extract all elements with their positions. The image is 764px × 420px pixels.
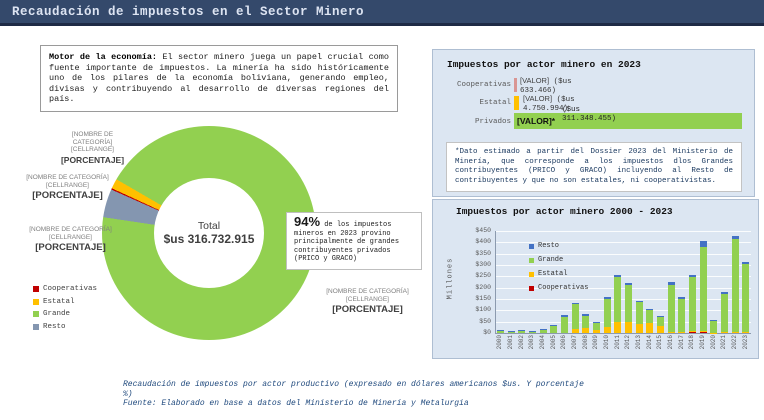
legend-swatch — [529, 258, 534, 263]
y-axis-tick: $250 — [475, 272, 491, 280]
bar-2011-grande — [614, 277, 621, 322]
y-axis-title: Millones — [446, 257, 455, 300]
bar-2010-resto — [604, 297, 611, 299]
x-axis-tick: 2015 — [656, 335, 664, 350]
y-axis-tick: $50 — [479, 317, 491, 325]
donut-ring — [102, 126, 316, 340]
bar-2011-estatal — [614, 322, 621, 333]
x-axis-tick: 2014 — [645, 335, 653, 350]
gridline — [495, 310, 751, 311]
bar-2011-resto — [614, 275, 621, 277]
footnote-box: *Dato estimado a partir del Dossier 2023 del Ministerio de Minería, que corresponde a los impuestos dlos Grandes contribuyentes (PRICO y GRACO) incluyendo al Resto de contribuyentes y que no son estatales, ni cooperativistas. — [446, 142, 742, 192]
legend-item-grande: Grande — [529, 255, 563, 265]
bar-2000-grande — [497, 331, 504, 333]
callout-text: de los impuestos mineros en 2023 provino principalmente de grandes contribuyentes privados (PRICO y GRACO) — [294, 221, 400, 264]
gridline — [495, 231, 751, 232]
bar-2014-grande — [646, 310, 653, 323]
x-axis-tick: 2020 — [709, 335, 717, 350]
x-axis-tick: 2012 — [624, 335, 632, 350]
bar-2022-estatal — [732, 332, 739, 333]
intro-text-box — [40, 45, 398, 112]
bar-2003-grande — [529, 331, 536, 333]
bar-2008-resto — [582, 314, 589, 315]
donut-total-label: Total — [197, 220, 221, 232]
legend-item-grande: Grande — [33, 308, 97, 321]
x-axis-tick: 2016 — [667, 335, 674, 350]
bar-2010-estatal — [604, 327, 611, 333]
x-axis-tick: 2019 — [699, 335, 706, 350]
gridline — [495, 265, 751, 266]
x-axis-tick: 2023 — [741, 335, 749, 350]
bar-value-privados-bold: [VALOR]* — [517, 116, 556, 126]
legend-swatch — [33, 324, 39, 330]
y-axis-tick: $0 — [483, 329, 491, 336]
bar-value-cooperativas: [VALOR] ($us 633.466) — [520, 76, 572, 95]
x-axis-tick: 2007 — [571, 335, 578, 350]
x-axis-tick: 2006 — [560, 335, 568, 350]
bar-2009-resto — [593, 322, 600, 323]
panel-series — [432, 199, 759, 359]
bar-label-privados: Privados — [474, 118, 511, 126]
x-axis-tick: 2002 — [517, 335, 525, 350]
bar-2014-estatal — [646, 323, 653, 333]
bar-label-cooperativas: Cooperativas — [456, 81, 511, 89]
legend-swatch — [33, 311, 39, 317]
panel-series-title: Impuestos por actor minero 2000 - 2023 — [456, 206, 673, 217]
bar-2017-resto — [678, 297, 685, 299]
donut-label-4: [NOMBRE DE CATEGORÍA] [CELLRANGE] [PORCENTAJE] — [326, 288, 409, 315]
x-axis-tick: 2001 — [507, 335, 514, 350]
bar-2007-resto — [572, 303, 579, 305]
bar-2001-grande — [508, 331, 515, 333]
bar-2023-resto — [742, 262, 749, 265]
callout-94 — [286, 212, 422, 270]
footer-caption — [123, 380, 584, 409]
x-axis-tick: 2010 — [603, 335, 610, 350]
y-axis-tick: $400 — [475, 238, 491, 246]
bar-2016-estatal — [668, 332, 675, 333]
bar-2019-cooperativas — [700, 331, 707, 333]
gridline — [495, 299, 751, 300]
donut-legend — [33, 283, 97, 333]
bar-2007-grande — [572, 304, 579, 328]
bar-2018-grande — [689, 277, 696, 331]
bar-2022-resto — [732, 236, 739, 239]
bar-2008-estatal — [582, 328, 589, 333]
bar-2019-grande — [700, 247, 707, 331]
legend-swatch — [529, 272, 534, 277]
bar-2021-estatal — [721, 332, 728, 333]
panel-2023 — [432, 49, 755, 197]
y-axis-tick: $200 — [475, 283, 491, 291]
x-axis-tick: 2017 — [677, 335, 685, 350]
bar-2015-estatal — [657, 326, 664, 333]
bar-2013-grande — [636, 302, 643, 324]
bar-2005-grande — [550, 326, 557, 333]
bar-2015-resto — [657, 316, 664, 317]
header-bar — [0, 0, 764, 26]
page-title: Recaudación de impuestos en el Sector Minero — [12, 4, 365, 19]
bar-2014-resto — [646, 309, 653, 310]
bar-2023-grande — [742, 264, 749, 332]
donut-label-1: [NOMBRE DE CATEGORÍA] [CELLRANGE] [PORCENTAJE] — [60, 131, 125, 165]
callout-big-number: 94% — [294, 214, 321, 229]
legend-swatch — [529, 286, 534, 291]
x-axis-tick: 2009 — [592, 335, 600, 350]
y-axis-tick: $150 — [475, 295, 491, 302]
donut-label-2: [NOMBRE DE CATEGORÍA] [CELLRANGE] [PORCENTAJE] — [26, 174, 109, 201]
bar-2017-grande — [678, 299, 685, 332]
bar-2019-resto — [700, 241, 707, 247]
bar-2012-estatal — [625, 322, 632, 333]
bar-2020-grande — [710, 321, 717, 332]
bar-2023-estatal — [742, 332, 749, 333]
bar-2006-grande — [561, 317, 568, 333]
legend-swatch — [33, 299, 39, 305]
legend-item-estatal: Estatal — [33, 296, 97, 309]
donut-total-value: $us 316.732.915 — [163, 232, 255, 246]
bar-2006-resto — [561, 315, 568, 317]
bar-2016-resto — [668, 282, 675, 285]
legend-item-resto: Resto — [529, 241, 559, 251]
x-axis-tick: 2021 — [720, 335, 728, 350]
bar-2009-grande — [593, 323, 600, 330]
x-axis-line — [495, 333, 751, 334]
intro-text: El sector minero juega un papel crucial como fuente importante de impuestos. La minería ha sido históricamente uno de los pilares de la economía boliviana, generando empleo, divisas y contribuyendo al desarrollo de diversas regiones del país. — [49, 52, 389, 104]
stacked-chart-plot — [433, 200, 758, 358]
bar-2010-grande — [604, 299, 611, 327]
bar-2016-grande — [668, 285, 675, 332]
intro-bold-lead: Motor de la economía: — [49, 52, 158, 62]
bar-2020-resto — [710, 320, 717, 321]
donut-center — [154, 178, 264, 288]
x-axis-tick: 2003 — [528, 335, 536, 350]
y-axis-tick: $350 — [475, 249, 491, 257]
bar-privados-2023 — [514, 106, 742, 129]
bar-2002-grande — [518, 330, 525, 333]
bar-label-estatal: Estatal — [479, 99, 511, 107]
legend-item-estatal: Estatal — [529, 269, 567, 279]
y-axis-tick: $300 — [475, 261, 491, 268]
bar-value-privados: ($us 311.348.455) — [562, 106, 617, 123]
bar-2013-estatal — [636, 324, 643, 333]
legend-item-cooperativas: Cooperativas — [529, 283, 588, 293]
x-axis-tick: 2000 — [496, 335, 504, 350]
bar-cooperativas-2023 — [514, 78, 517, 92]
caption-line-1: Recaudación de impuestos por actor productivo (expresado en dólares americanos $us. Y porcentaje — [123, 380, 584, 389]
x-axis-tick: 2004 — [539, 335, 546, 350]
source-line: Fuente: Elaborado en base a datos del Ministerio de Minería y Metalurgia — [123, 399, 469, 409]
bar-2012-resto — [625, 283, 632, 285]
bar-2009-estatal — [593, 330, 600, 333]
bar-2021-resto — [721, 292, 728, 294]
bar-value-estatal: [VALOR] ($us 4.750.994) — [523, 94, 575, 113]
bar-2018-resto — [689, 275, 696, 277]
bar-2004-grande — [540, 330, 547, 333]
bar-2015-grande — [657, 316, 664, 326]
bar-2017-estatal — [678, 332, 685, 333]
legend-swatch — [529, 244, 534, 249]
x-axis-tick: 2022 — [731, 335, 738, 350]
bar-2013-resto — [636, 301, 643, 302]
x-axis-tick: 2013 — [635, 335, 642, 350]
donut-label-3: [NOMBRE DE CATEGORÍA] [CELLRANGE] [PORCENTAJE] — [29, 226, 112, 253]
panel-2023-title: Impuestos por actor minero en 2023 — [447, 59, 641, 70]
bar-2007-estatal — [572, 329, 579, 333]
bar-2022-grande — [732, 239, 739, 332]
bar-2012-grande — [625, 285, 632, 322]
x-axis-tick: 2018 — [688, 335, 696, 350]
bar-2008-grande — [582, 316, 589, 329]
y-axis-line — [495, 231, 496, 333]
bar-2021-grande — [721, 294, 728, 332]
bar-estatal-2023 — [514, 96, 519, 110]
caption-line-1b: %) — [123, 389, 133, 399]
legend-item-cooperativas: Cooperativas — [33, 283, 97, 296]
x-axis-tick: 2011 — [613, 335, 621, 350]
bar-2018-cooperativas — [689, 332, 696, 333]
legend-swatch — [33, 286, 39, 292]
x-axis-tick: 2008 — [581, 335, 589, 350]
y-axis-tick: $450 — [475, 227, 491, 234]
bar-2005-resto — [550, 325, 557, 326]
x-axis-tick: 2005 — [549, 335, 557, 350]
y-axis-tick: $100 — [475, 306, 491, 314]
legend-item-resto: Resto — [33, 321, 97, 334]
